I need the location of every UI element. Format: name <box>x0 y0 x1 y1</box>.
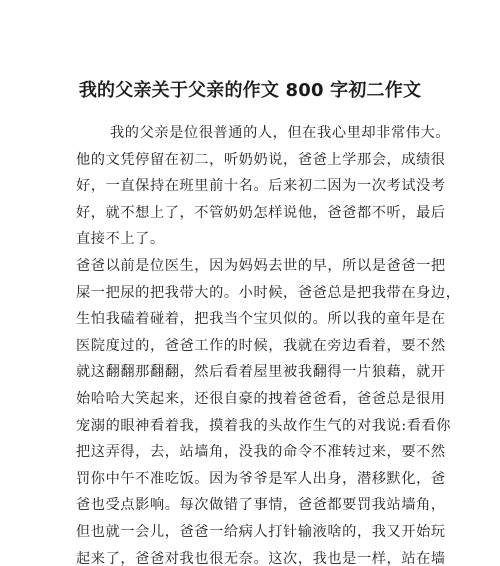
text-line: 但也就一会儿，爸爸一给病人打针输液啥的，我又开始玩 <box>76 523 446 540</box>
text-line: 好，就不想上了，不管奶奶怎样说他，爸爸都不听，最后 <box>76 204 446 221</box>
document-title: 我的父亲关于父亲的作文 800 字初二作文 <box>78 80 422 101</box>
text-line: 宠溺的眼神看着我，摸着我的头故作生气的对我说:看看你 <box>76 417 452 434</box>
text-line: 始哈哈大笑起来，还很自豪的拽着爸爸看，爸爸总是很用 <box>76 390 446 407</box>
text-line: 就这翻翻那翻翻，然后看着屋里被我翻得一片狼藉，就开 <box>76 364 446 381</box>
text-line: 罚你中午不准吃饭。因为爷爷是军人出身，潜移默化，爸 <box>76 470 446 487</box>
text-line: 我的父亲是位很普通的人，但在我心里却非常伟大。 <box>110 125 451 141</box>
text-line: 直接不上了。 <box>76 231 165 248</box>
text-line: 医院度过的，爸爸工作的时候，我就在旁边看着，要不然 <box>76 337 446 354</box>
text-line: 把这弄得，去，站墙角，没我的命令不准转过来，要不然 <box>76 444 446 461</box>
text-line: 屎一把尿的把我带大的。小时候，爸爸总是把我带在身边， <box>76 284 461 301</box>
text-line: 他的文凭停留在初二，听奶奶说，爸爸上学那会，成绩很 <box>76 151 446 168</box>
text-line: 生怕我磕着碰着，把我当个宝贝似的。所以我的童年是在 <box>76 311 446 328</box>
text-line: 好，一直保持在班里前十名。后来初二因为一次考试没考 <box>76 178 446 195</box>
text-line: 起来了，爸爸对我也很无奈。这次，我也是一样，站在墙 <box>76 550 446 566</box>
text-line: 爸爸以前是位医生，因为妈妈去世的早，所以是爸爸一把 <box>76 257 446 274</box>
text-line: 爸也受点影响。每次做错了事情，爸爸都要罚我站墙角， <box>76 497 446 514</box>
document-body <box>76 120 461 566</box>
